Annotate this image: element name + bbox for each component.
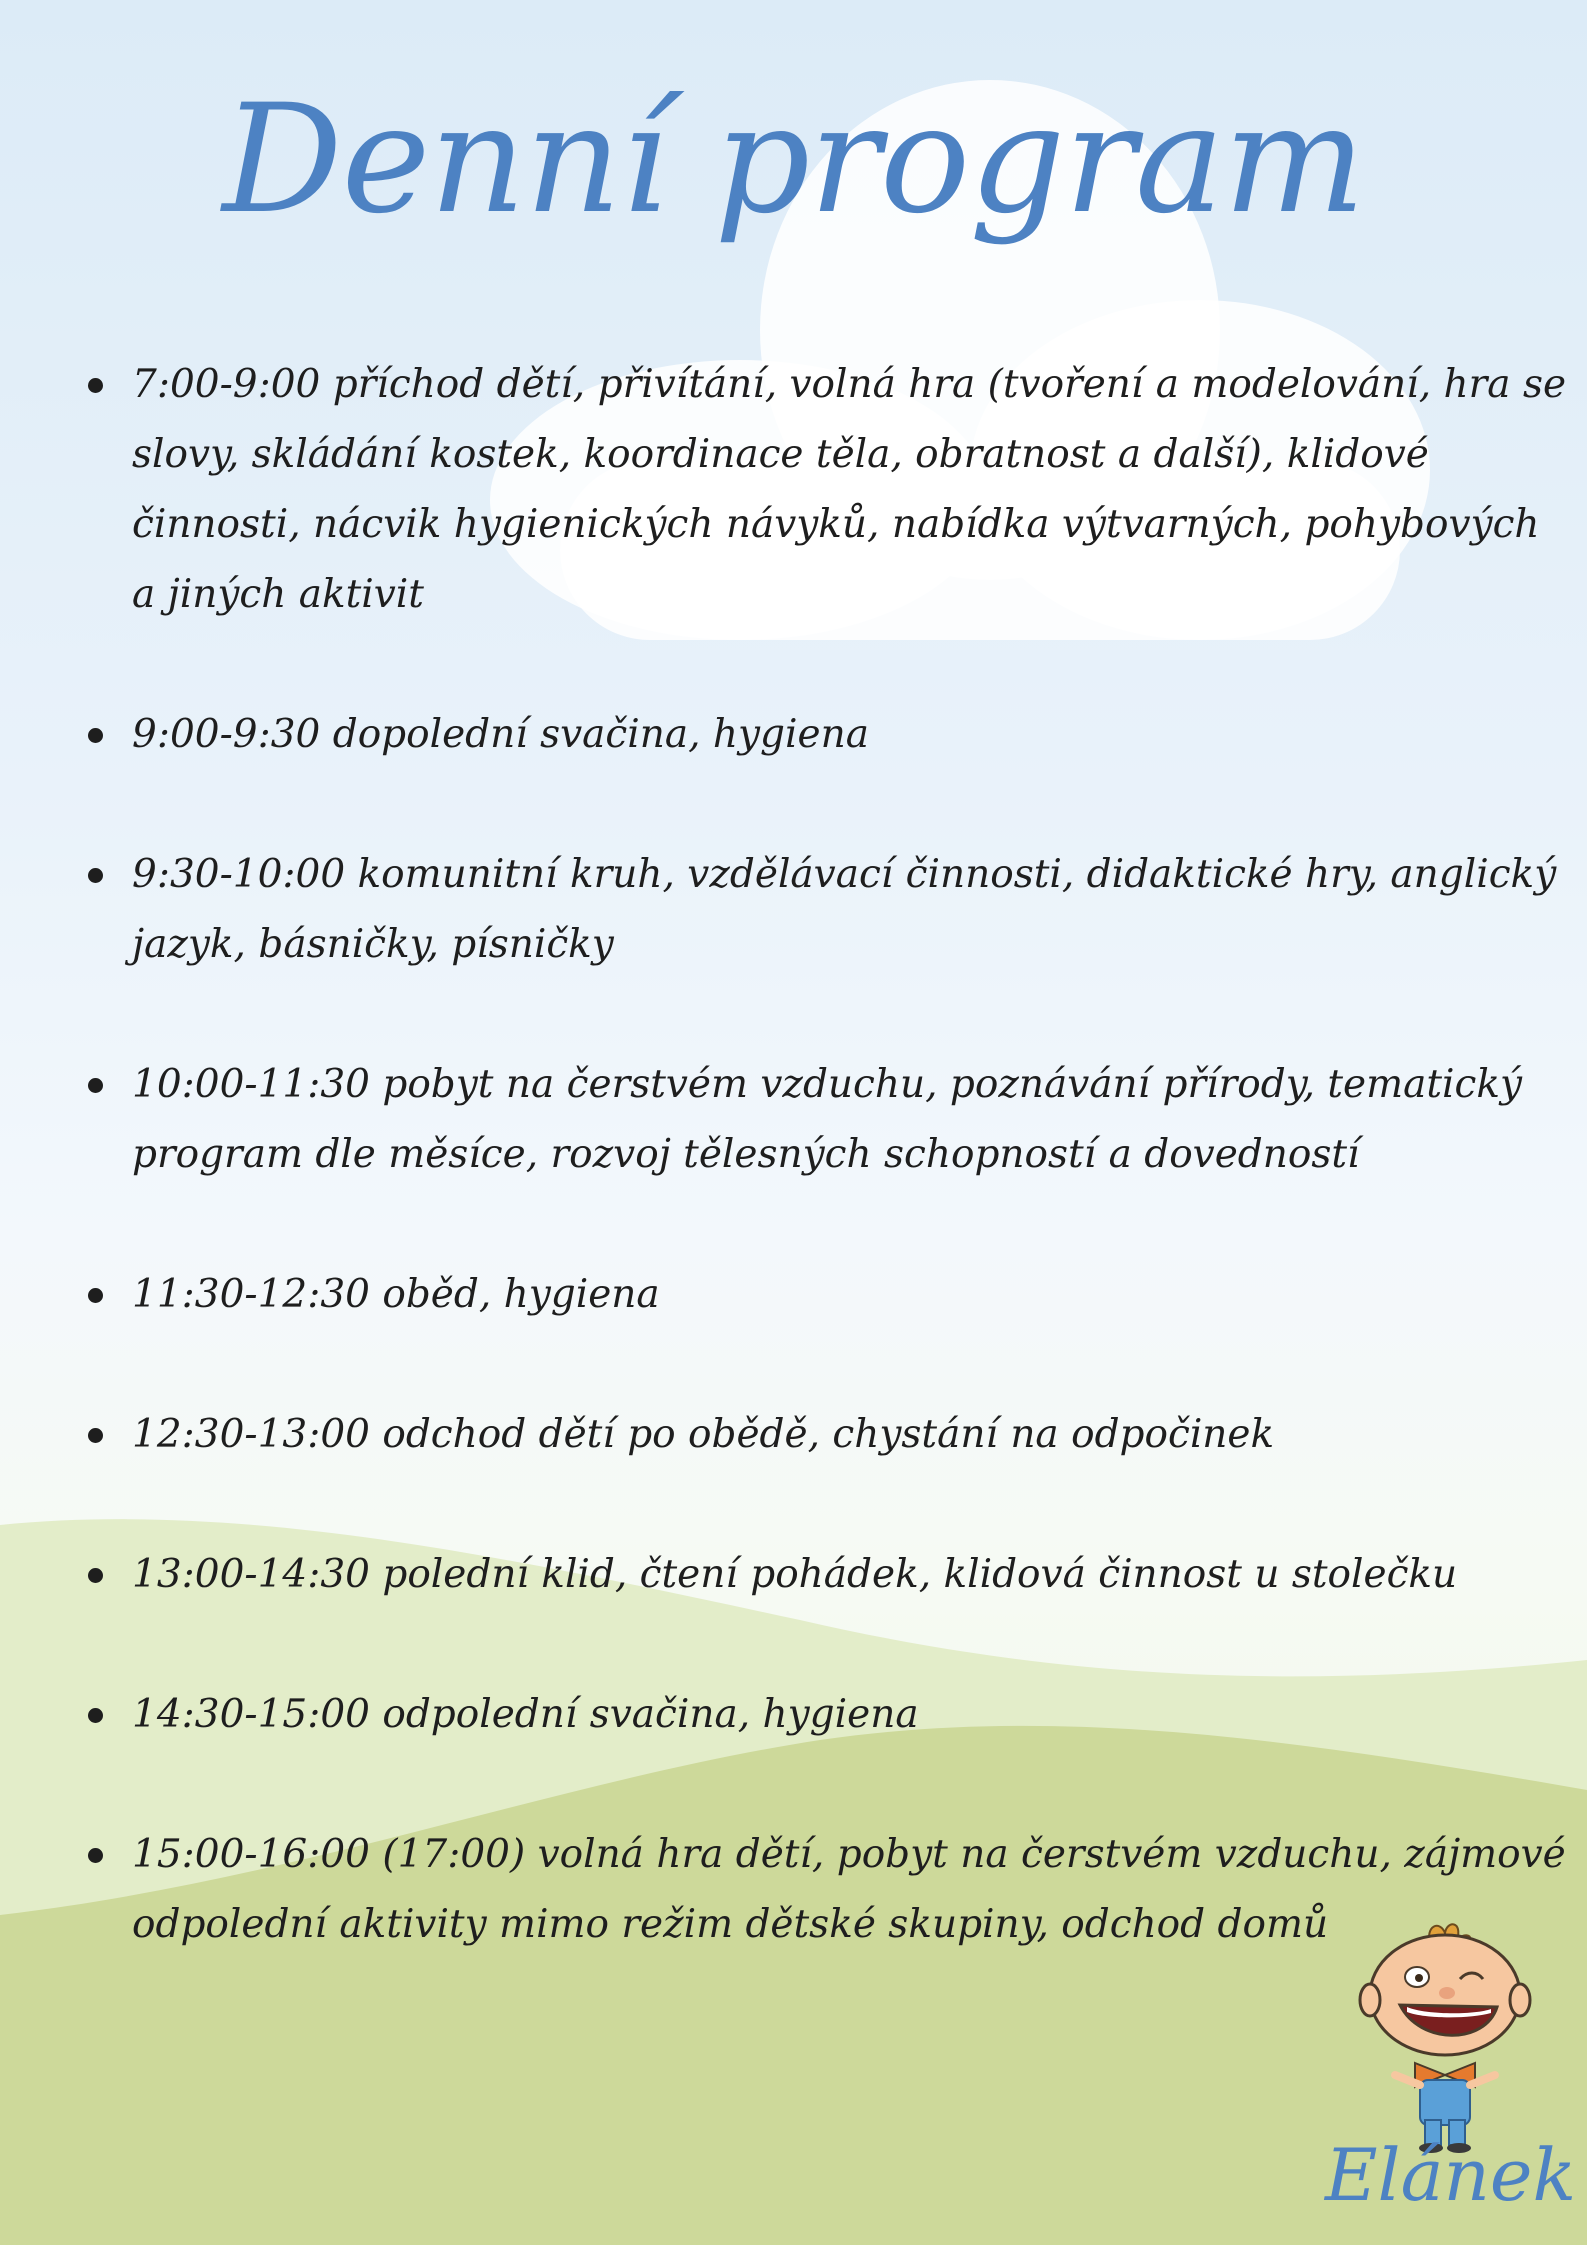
- schedule-item-text: 7:00-9:00 příchod dětí, přivítání, volná hra (tvoření a modelování, hra se slovy, skládání kostek, koordinace těla, obratnost a další), klidové činnosti, nácvik hygienických návyků, nabídka výtvarných, pohybových a jiných aktivit: [132, 362, 1567, 617]
- schedule-item: [78, 1680, 1568, 1750]
- page-title: Denní program: [222, 73, 1365, 247]
- bullet-icon: [88, 1568, 103, 1583]
- bullet-icon: [88, 728, 103, 743]
- logo-text: Elánek: [1325, 2133, 1577, 2217]
- bullet-icon: [88, 1848, 103, 1863]
- schedule-item-text: 11:30-12:30 oběd, hygiena: [132, 1272, 660, 1317]
- schedule-item-text: 15:00-16:00 (17:00) volná hra dětí, pobyt na čerstvém vzduchu, zájmové odpolední aktivity mimo režim dětské skupiny, odchod domů: [132, 1832, 1566, 1947]
- schedule-item: [78, 1400, 1568, 1470]
- bullet-icon: [88, 1708, 103, 1723]
- schedule-item-text: 10:00-11:30 pobyt na čerstvém vzduchu, poznávání přírody, tematický program dle měsíce, rozvoj tělesných schopností a dovedností: [132, 1062, 1523, 1177]
- schedule-list: [78, 350, 1568, 2030]
- schedule-item-text: 12:30-13:00 odchod dětí po obědě, chystání na odpočinek: [132, 1412, 1275, 1457]
- schedule-item: [78, 1260, 1568, 1330]
- bullet-icon: [88, 378, 103, 393]
- bullet-icon: [88, 1428, 103, 1443]
- schedule-item: [78, 350, 1568, 630]
- schedule-item: [78, 1540, 1568, 1610]
- schedule-item: [78, 840, 1568, 980]
- schedule-item: [78, 700, 1568, 770]
- bullet-icon: [88, 1288, 103, 1303]
- schedule-item-text: 9:30-10:00 komunitní kruh, vzdělávací činnosti, didaktické hry, anglický jazyk, básničky, písničky: [132, 852, 1557, 967]
- schedule-item-text: 9:00-9:30 dopolední svačina, hygiena: [132, 712, 869, 757]
- bullet-icon: [88, 1078, 103, 1093]
- schedule-item-text: 13:00-14:30 polední klid, čtení pohádek, klidová činnost u stolečku: [132, 1552, 1458, 1597]
- mascot-icon: [1345, 1915, 1535, 2155]
- schedule-item-text: 14:30-15:00 odpolední svačina, hygiena: [132, 1692, 919, 1737]
- bullet-icon: [88, 868, 103, 883]
- schedule-item: [78, 1050, 1568, 1190]
